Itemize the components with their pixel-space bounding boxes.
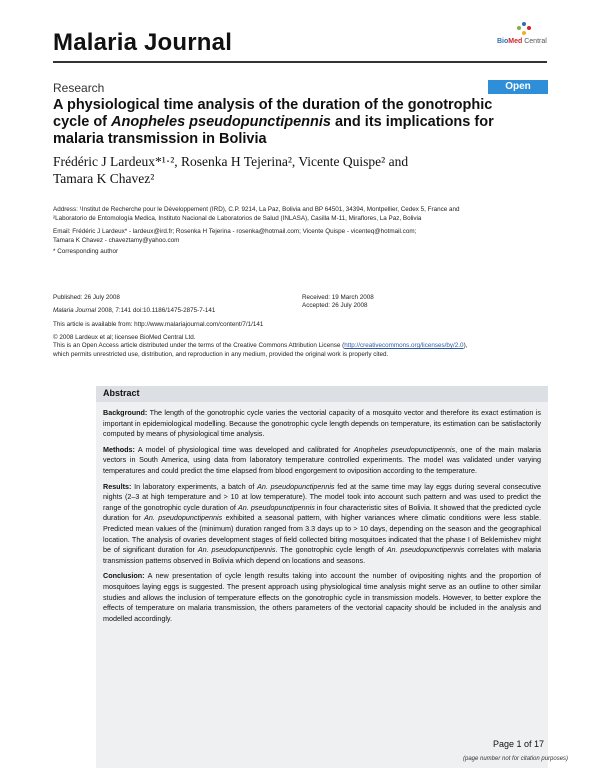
published-date: Published: 26 July 2008 <box>53 294 120 301</box>
copyright: © 2008 Lardeux et al; licensee BioMed Central Ltd. <box>53 334 196 341</box>
accepted-date: Accepted: 26 July 2008 <box>302 302 368 309</box>
abstract-background: Background: The length of the gonotrophic cycle varies the vectorial capacity of a mosquito vector and therefore its exact estimation is important in epidemiological modelling. Because the gonotrophic cycle length depends on temperature, its estimation can be satisfactorily computed by means of physiological time analysis. <box>103 408 541 439</box>
open-access-badge: Open Access <box>488 80 548 94</box>
article-type: Research <box>53 81 105 95</box>
logo-text: BioMed Central <box>497 38 547 45</box>
abstract-header: Abstract <box>96 386 548 402</box>
logo-dots-icon <box>517 22 531 36</box>
biomed-central-logo <box>497 22 547 52</box>
license-statement: This is an Open Access article distributed under the terms of the Creative Commons Attribution License (http://creativecommons.org/licenses/by/2.0), which permits unrestricted use, distribution, and reproduction in any medium, provided the original work is properly cited. <box>53 342 468 358</box>
abstract-body <box>103 408 541 629</box>
article-title: A physiological time analysis of the duration of the gonotrophic cycle of Anopheles pseudopunctipennis and its implications for malaria transmission in Bolivia <box>53 97 494 147</box>
author-addresses: Address: ¹Institut de Recherche pour le Développement (IRD), C.P. 9214, La Paz, Bolivia and BP 64501, 34394, Montpellier, Cedex 5, France and ²Laboratorio de Entomología Medica, Instituto Nacional de Laboratorios de Salud (INLASA), Casilla M-11, Miraflores, La Paz, Bolivia <box>53 206 460 222</box>
received-date: Received: 19 March 2008 <box>302 294 374 301</box>
logo-dot <box>517 26 521 30</box>
license-link[interactable]: http://creativecommons.org/licenses/by/2.0 <box>344 342 464 349</box>
logo-dot <box>522 22 526 26</box>
abstract-results: Results: In laboratory experiments, a batch of An. pseudopunctipennis fed at the same time may lay eggs during several consecutive nights (2–3 at high temperature and > 10 at low temperature). The model took into account such pattern and was used to predict the range of the gonotrophic cycle duration of An. pseudopunctipennis in four characteristic sites of Bolivia. It showed that the predicted cycle duration for An. pseudopunctipennis exhibited a seasonal pattern, with higher variances where climatic conditions were less stable. Predicted mean values of the (minimum) duration ranged from 3.3 days up to > 10 days, depending on the season and the geographical location. The analysis of ovaries development stages of field collected biting mosquitoes indicated that the phase I of Beklemishev might be of significant duration for An. pseudopunctipennis. The gonotrophic cycle length of An. pseudopunctipennis correlates with malaria transmission patterns observed in Bolivia which depend on locations and seasons. <box>103 481 541 565</box>
corresponding-author-note: * Corresponding author <box>53 248 119 255</box>
journal-title: Malaria Journal <box>53 29 233 56</box>
abstract-conclusion: Conclusion: A new presentation of cycle length results taking into account the number of ovipositing nights and the proportion of mosquitoes laying eggs is suggested. The present approach using physiological time analysis might serve as an outline to other similar studies and allows the inclusion of temperature effects on the gonotrophic cycle in transmission models. However, to better explore the effects of temperature on malaria transmission, the others parameters of the vectorial capacity should be included in the analysis and modelled accordingly. <box>103 571 541 623</box>
article-url[interactable]: This article is available from: http://www.malariajournal.com/content/7/1/141 <box>53 321 264 328</box>
author-emails: Email: Frédéric J Lardeux* - lardeux@ird.fr; Rosenka H Tejerina - rosenka@hotmail.com; Vicente Quispe - vicenteq@hotmail.com; Tamara K Chavez - chaveztamy@yahoo.com <box>53 228 417 244</box>
header-divider <box>53 61 547 63</box>
author-list: Frédéric J Lardeux*¹·², Rosenka H Tejerina², Vicente Quispe² and Tamara K Chavez² <box>53 154 409 186</box>
citation: Malaria Journal 2008, 7:141 doi:10.1186/1475-2875-7-141 <box>53 307 216 314</box>
logo-dot <box>522 31 526 35</box>
page-number-note: (page number not for citation purposes) <box>463 756 569 762</box>
logo-dot <box>527 26 531 30</box>
abstract-box <box>96 386 548 768</box>
abstract-methods: Methods: A model of physiological time was developed and calibrated for Anopheles pseudopunctipennis, one of the main malaria vectors in South America, using data from laboratory temperature controlled experiments. The model was validated under varying temperatures and could predict the time elapsed from blood engorgement to oviposition according to the temperature. <box>103 444 542 475</box>
page-number: Page 1 of 17 <box>493 739 545 749</box>
